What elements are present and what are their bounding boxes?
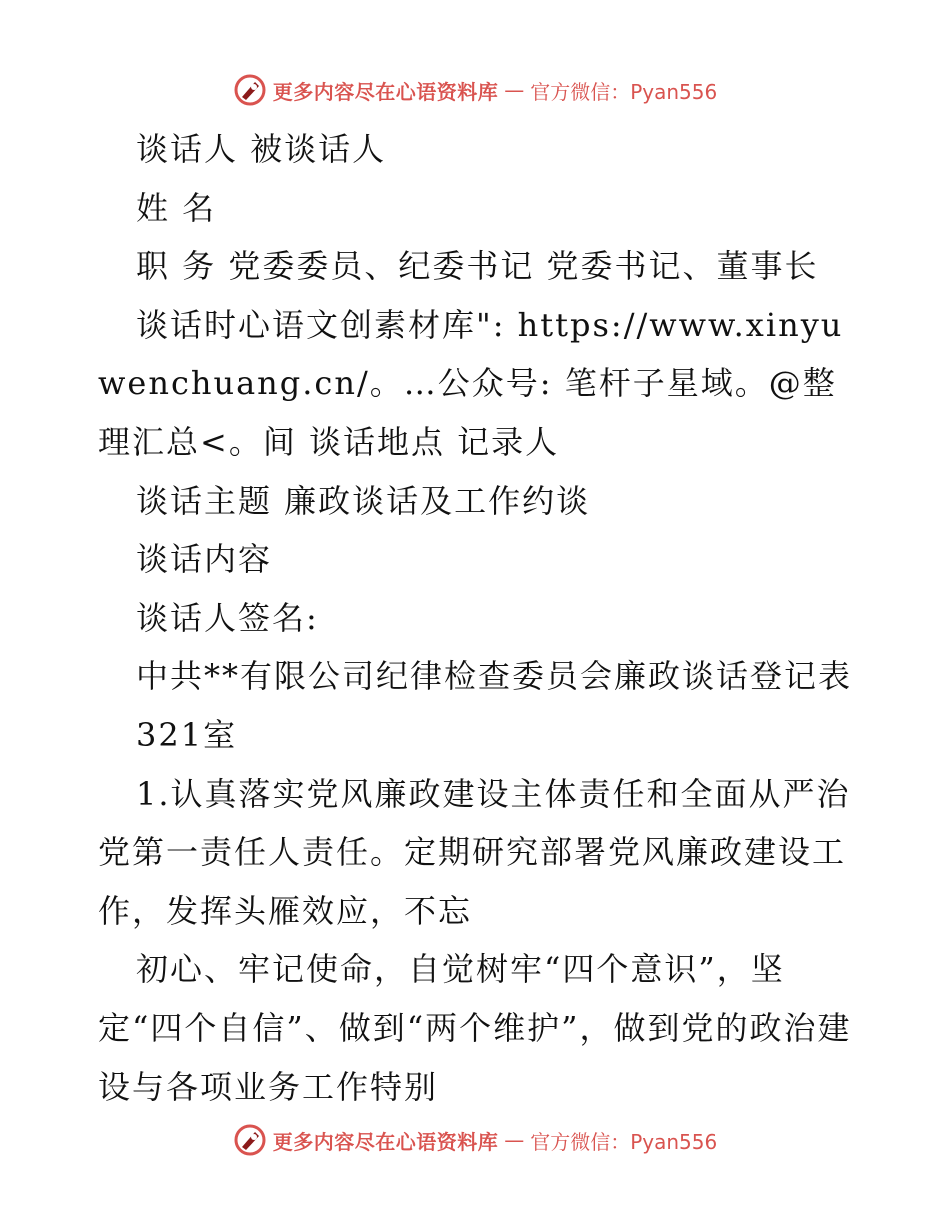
paragraph-signature: 谈话人签名: — [136, 598, 319, 637]
paragraph-name: 姓 名 — [136, 188, 217, 227]
footer-banner — [0, 1120, 950, 1160]
paragraph-item-1: 1.认真落实党风廉政建设主体责任和全面从严治党第一责任人责任。定期研究部署党风廉政建设工作，发挥头雁效应，不忘 — [98, 774, 851, 930]
document-body — [98, 120, 858, 1116]
banner-main-text: 更多内容尽在心语资料库 — [272, 79, 499, 104]
paragraph-item-1-continued: 初心、牢记使命，自觉树牢“四个意识”，坚定“四个自信”、做到“两个维护”，做到党的政治建设与各项业务工作特别 — [98, 950, 852, 1106]
banner-wechat-text: 官方微信：Pyan556 — [530, 79, 718, 104]
paragraph-time-place: 谈话时心语文创素材库": https://www.xinyuwenchuang.cn/。…公众号: 笔杆子星域。@整理汇总<。间 谈话地点 记录人 — [98, 305, 844, 461]
paragraph-position: 职 务 党委委员、纪委书记 党委书记、董事长 — [136, 247, 819, 286]
paragraph-room: 321室 — [136, 715, 238, 754]
paragraph-participants: 谈话人 被谈话人 — [136, 130, 387, 168]
paragraph-topic: 谈话主题 廉政谈话及工作约谈 — [136, 481, 591, 520]
banner-separator: — — [504, 1128, 525, 1152]
banner-wechat-text: 官方微信：Pyan556 — [530, 1129, 718, 1154]
header-banner — [0, 70, 950, 110]
paragraph-content-label: 谈话内容 — [136, 540, 273, 579]
banner-separator: — — [504, 78, 525, 102]
banner-main-text: 更多内容尽在心语资料库 — [272, 1129, 499, 1154]
paragraph-form-title: 中共**有限公司纪律检查委员会廉政谈话登记表 — [136, 657, 853, 696]
brand-logo-icon — [233, 73, 267, 107]
brand-logo-icon — [233, 1123, 267, 1157]
